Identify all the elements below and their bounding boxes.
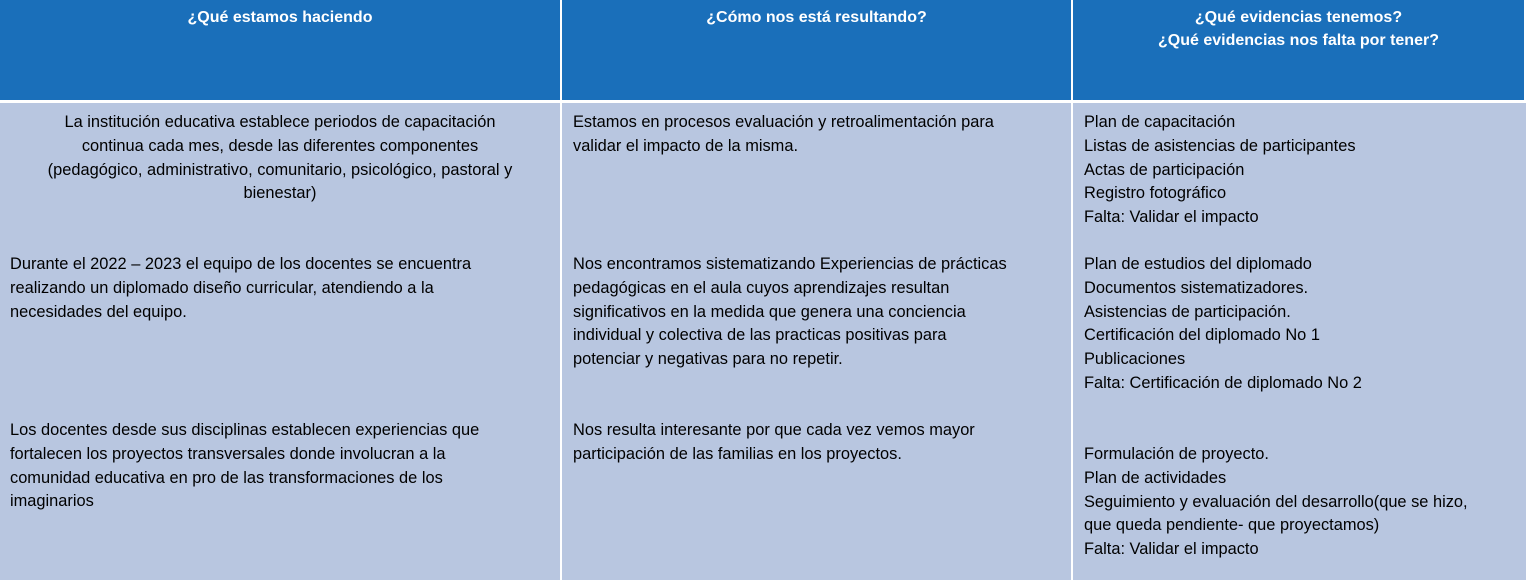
text-line: necesidades del equipo. xyxy=(10,302,187,321)
what-doing-projects xyxy=(10,419,550,514)
text-line: Los docentes desde sus disciplinas establecen experiencias que xyxy=(10,421,480,439)
text-line: (pedagógico, administrativo, comunitario, psicológico, pastoral y xyxy=(47,160,513,179)
text-line: Seguimiento y evaluación del desarrollo(que se hizo, xyxy=(1084,492,1468,511)
text-line: validar el impacto de la misma. xyxy=(573,136,799,155)
text-line: imaginarios xyxy=(10,492,94,511)
how-going-participation xyxy=(573,419,1063,467)
header-evidence-line1: ¿Qué evidencias tenemos? xyxy=(1194,9,1403,26)
header-how-going xyxy=(562,0,1073,103)
text-line: Estamos en procesos evaluación y retroalimentación para xyxy=(573,113,994,131)
text-line: Nos resulta interesante por que cada vez vemos mayor xyxy=(573,421,975,439)
text-line: individual y colectiva de las practicas positivas para xyxy=(573,326,947,345)
text-line: Certificación del diplomado No 1 xyxy=(1084,326,1320,345)
text-line: bienestar) xyxy=(243,184,317,203)
evidence-diploma xyxy=(1084,253,1524,396)
text-line: Formulación de proyecto. xyxy=(1084,445,1269,463)
text-line: que queda pendiente- que proyectamos) xyxy=(1084,516,1380,535)
text-line: Listas de asistencias de participantes xyxy=(1084,136,1356,155)
text-line: Plan de capacitación xyxy=(1084,113,1236,131)
how-going-evaluation xyxy=(573,111,1063,159)
text-line: Plan de actividades xyxy=(1084,468,1227,487)
header-evidence-line2: ¿Qué evidencias nos falta por tener? xyxy=(1158,32,1439,49)
text-line: La institución educativa establece periodos de capacitación xyxy=(64,113,496,131)
how-going-systematizing xyxy=(573,253,1063,372)
header-what-doing xyxy=(0,0,562,103)
evidence-training xyxy=(1084,111,1524,230)
cell-how-going xyxy=(562,103,1073,580)
text-line: fortalecen los proyectos transversales donde involucran a la xyxy=(10,444,446,463)
text-line: Falta: Certificación de diplomado No 2 xyxy=(1084,373,1362,392)
cell-what-doing xyxy=(0,103,562,580)
header-how-going-text: ¿Cómo nos está resultando? xyxy=(706,9,927,26)
what-doing-diploma xyxy=(10,253,550,324)
header-evidence xyxy=(1073,0,1526,103)
text-line: Plan de estudios del diplomado xyxy=(1084,255,1312,273)
text-line: Durante el 2022 – 2023 el equipo de los docentes se encuentra xyxy=(10,255,472,273)
text-line: Nos encontramos sistematizando Experiencias de prácticas xyxy=(573,255,1007,273)
text-line: Registro fotográfico xyxy=(1084,184,1227,203)
text-line: Falta: Validar el impacto xyxy=(1084,208,1259,227)
text-line: realizando un diplomado diseño curricular, atendiendo a la xyxy=(10,278,434,297)
what-doing-training xyxy=(10,111,550,206)
evidence-projects xyxy=(1084,443,1524,562)
cell-evidence xyxy=(1073,103,1526,580)
text-line: participación de las familias en los proyectos. xyxy=(573,444,902,463)
text-line: Publicaciones xyxy=(1084,350,1186,369)
text-line: continua cada mes, desde las diferentes componentes xyxy=(81,136,479,155)
header-what-doing-text: ¿Qué estamos haciendo xyxy=(187,9,373,26)
text-line: significativos en la medida que genera una conciencia xyxy=(573,302,966,321)
text-line: Documentos sistematizadores. xyxy=(1084,278,1309,297)
text-line: Asistencias de participación. xyxy=(1084,302,1291,321)
text-line: Actas de participación xyxy=(1084,160,1245,179)
text-line: pedagógicas en el aula cuyos aprendizajes resultan xyxy=(573,278,950,297)
text-line: comunidad educativa en pro de las transformaciones de los xyxy=(10,468,443,487)
text-line: potenciar y negativas para no repetir. xyxy=(573,350,843,369)
text-line: Falta: Validar el impacto xyxy=(1084,540,1259,559)
